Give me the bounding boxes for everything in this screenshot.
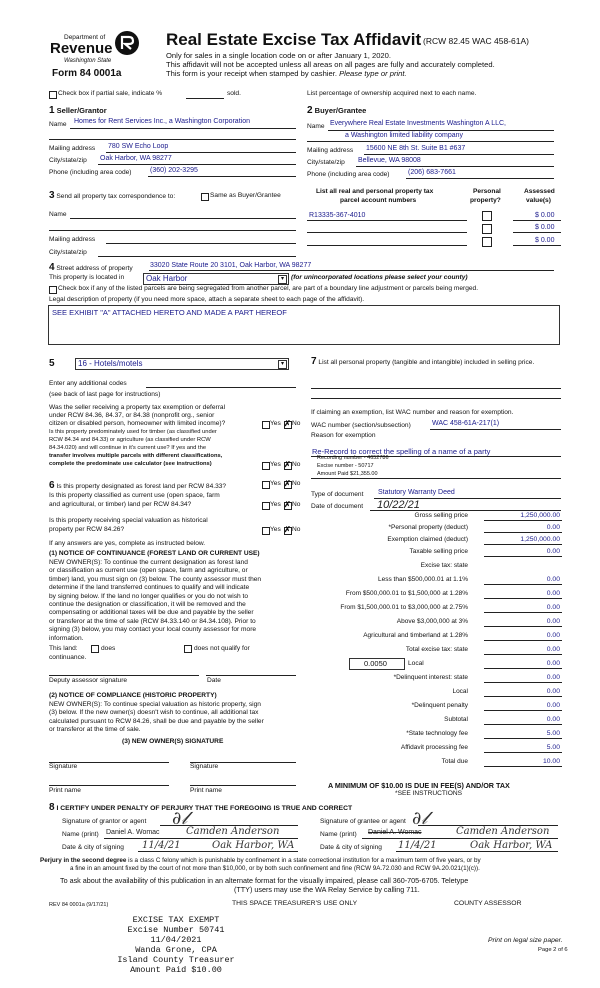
- grantee-date-label: Date & city of signing: [320, 844, 382, 851]
- section4-heading: [49, 262, 133, 273]
- minimum-due-note: A MINIMUM OF $10.00 IS DUE IN FEE(S) AND/OR TAX: [328, 781, 510, 790]
- notice2-line: or transferor at the time of sale.: [49, 726, 141, 734]
- see-instructions-note: *SEE INSTRUCTIONS: [395, 790, 463, 797]
- grantee-name-label: Name (print): [320, 831, 357, 838]
- wac-label: WAC number (section/subsection): [311, 422, 411, 429]
- notice1-line: NEW OWNER(S): To continue the current designation as forest land: [49, 559, 248, 566]
- notice2-body: [49, 701, 264, 735]
- subtitle-2: This affidavit will not be accepted unless all areas on all pages are fully and accurately completed.: [166, 60, 495, 69]
- timber-no-check-icon: ✗: [284, 460, 291, 469]
- forest-no-check-icon: ✗: [284, 479, 291, 488]
- notice1-body: [49, 559, 261, 643]
- seller-mail-line: [106, 152, 296, 153]
- parcel-col3-b: value(s): [526, 197, 551, 204]
- q-exemption-2: under RCW 84.36, 84.37, or 84.38 (nonprofit org., senior: [49, 412, 215, 419]
- tax-line-bracket3: [484, 612, 562, 613]
- reason-label: Reason for exemption: [311, 432, 376, 439]
- does-not-qualify-checkbox[interactable]: [184, 645, 192, 653]
- section7-num: 7: [311, 356, 317, 367]
- revenue-logo-text: Revenue: [50, 40, 113, 57]
- ownership-pct-label: List percentage of ownership acquired next to each name.: [307, 90, 477, 97]
- tax-label-agri: Agricultural and timberland at 1.28%: [363, 632, 468, 639]
- does-not-label: does not qualify for: [194, 645, 250, 652]
- buyer-name-1[interactable]: Everywhere Real Estate Investments Washington A LLC,: [330, 120, 506, 127]
- tax-label-bracket1: Less than $500,000.01 at 1.1%: [378, 576, 468, 583]
- parcel-col1-b: parcel account numbers: [340, 197, 417, 204]
- q-exemption-1: Was the seller receiving a property tax exemption or deferral: [49, 404, 226, 411]
- doc-type[interactable]: Statutory Warranty Deed: [378, 489, 455, 496]
- exemption-no-check-icon: ✗: [284, 419, 291, 428]
- notice1-line: timber) land, you must sign on (3) below. The county assessor must then: [49, 575, 262, 583]
- seller-heading: [49, 105, 107, 116]
- tax-label-excise-state: Excise tax: state: [420, 562, 468, 569]
- deputy-date-line: [206, 675, 296, 676]
- same-as-buyer-label: Same as Buyer/Grantee: [210, 192, 281, 199]
- personal-property-line-1: [311, 388, 561, 389]
- subtotal[interactable]: 0.00: [546, 716, 560, 723]
- forest-no-label: No: [292, 480, 301, 487]
- assessed-line-1: [513, 220, 561, 221]
- grantee-signature[interactable]: ∂𝓁: [412, 808, 428, 829]
- stamp-line: Wanda Grone, CPA: [135, 945, 217, 955]
- seller-num: 1: [49, 105, 55, 116]
- seller-name[interactable]: Homes for Rent Services Inc., a Washington Corporation: [74, 118, 250, 125]
- location-value: Oak Harbor: [146, 274, 188, 283]
- grantor-date-label: Date & city of signing: [62, 844, 124, 851]
- doc-date-label: Date of document: [311, 503, 364, 510]
- section6-q2a: Is this property classified as current use (open space, farm: [49, 492, 220, 499]
- treasurer-use-label: THIS SPACE TREASURER'S USE ONLY: [232, 900, 358, 907]
- legal-description: SEE EXHIBIT "A" ATTACHED HERETO AND MADE A PART HEREOF: [52, 308, 287, 317]
- historic-yes-label: Yes: [270, 526, 281, 533]
- partial-sale-line: [186, 98, 224, 99]
- seller-mail[interactable]: 780 SW Echo Loop: [108, 143, 169, 150]
- deputy-date-label: Date: [207, 677, 221, 684]
- doc-type-label: Type of document: [311, 491, 364, 498]
- seller-city-label: City/state/zip: [49, 157, 87, 164]
- perjury-bold: Perjury in the second degree: [40, 857, 127, 864]
- tax-line-exemption: [484, 544, 562, 545]
- q-timber-4: transfer involves multiple parcels with different classifications,: [49, 453, 223, 459]
- located-label: This property is located in: [49, 274, 125, 281]
- exemption-no-label: No: [292, 420, 301, 427]
- grantor-sig-label: Signature of grantor or agent: [62, 818, 147, 825]
- personal-property-checkbox-1[interactable]: [482, 211, 492, 221]
- notice3-title: (3) NEW OWNER(S) SIGNATURE: [122, 738, 224, 745]
- parcel-line-1: [307, 220, 467, 221]
- tax-bracket1[interactable]: 0.00: [546, 576, 560, 583]
- tax-bracket2[interactable]: 0.00: [546, 590, 560, 597]
- section3-heading: [49, 190, 175, 201]
- partial-sale-label: Check box if partial sale, indicate %: [58, 90, 163, 97]
- section6-num: 6: [49, 480, 55, 491]
- current-use-no-label: No: [292, 501, 301, 508]
- notice1-line: information.: [49, 634, 84, 642]
- section8-heading: [49, 802, 352, 813]
- grantee-name-2[interactable]: Camden Anderson: [456, 826, 550, 837]
- historic-yes-checkbox[interactable]: [262, 527, 270, 535]
- tax-label-delinq-state: *Delinquent interest: state: [393, 674, 468, 681]
- excise-exempt-stamp: [116, 915, 236, 975]
- gross-selling-price[interactable]: 1,250,000.00: [520, 512, 560, 519]
- tax-label-total-due: Total due: [441, 758, 468, 765]
- buyer-mail-label: Mailing address: [307, 147, 354, 154]
- forest-yes-checkbox[interactable]: [262, 481, 270, 489]
- current-use-yes-label: Yes: [270, 501, 281, 508]
- owner-print-label-1: Print name: [49, 787, 81, 794]
- section3-city-line: [98, 256, 296, 257]
- parcel-col2-a: Personal: [473, 188, 501, 195]
- local-label: Local: [408, 660, 424, 667]
- q-timber-2: RCW 84.34 and 84.33) or agriculture (as classified under RCW: [49, 437, 211, 443]
- doc-date[interactable]: 10/22/21: [377, 499, 420, 511]
- tax-label-penalty: *Delinquent penalty: [411, 702, 468, 709]
- q-timber-3: [49, 445, 206, 451]
- notice1-line: by signing below. If the land no longer qualifies or you do not wish to: [49, 592, 249, 600]
- seller-title: Seller/Grantor: [56, 106, 107, 115]
- subtitle-3: [166, 69, 407, 78]
- section3-num: 3: [49, 190, 55, 201]
- section3-label: Send all property tax correspondence to:: [56, 193, 176, 200]
- tax-line-penalty: [484, 710, 562, 711]
- buyer-phone[interactable]: (206) 683-7661: [408, 169, 456, 176]
- notice1-line: determine if the land transferred continues to qualify and will indicate: [49, 584, 250, 592]
- grantee-date[interactable]: 11/4/21: [398, 840, 437, 851]
- legal-description-box[interactable]: [48, 305, 560, 345]
- notice1-line: or classification as current use (open space, farm and agriculture, or: [49, 567, 248, 575]
- tax-label-processing: Affidavit processing fee: [400, 744, 468, 751]
- notice2-line: NEW OWNER(S): To continue special valuation as historic property, sign: [49, 701, 261, 708]
- buyer-name-line2: [307, 141, 554, 142]
- total-due[interactable]: 10.00: [542, 758, 560, 765]
- affidavit-processing-fee[interactable]: 5.00: [546, 744, 560, 751]
- notice1-line: signing (3) below, you may contact your local county assessor for more: [49, 626, 257, 634]
- owner-print-line-2: [190, 785, 296, 786]
- section3-name-line2: [49, 230, 296, 231]
- state-technology-fee[interactable]: 5.00: [546, 730, 560, 737]
- tax-line-bracket1: [484, 584, 562, 585]
- grantor-city[interactable]: Oak Harbor, WA: [212, 840, 295, 851]
- current-use-yes-checkbox[interactable]: [262, 502, 270, 510]
- seller-city-line: [98, 164, 296, 165]
- assessed-value-2[interactable]: $ 0.00: [535, 224, 555, 231]
- tax-line-gross: [484, 520, 562, 521]
- tax-label-bracket4: Above $3,000,000 at 3%: [396, 618, 468, 625]
- section6-q3b: property per RCW 84.26?: [49, 526, 125, 533]
- tax-line-delinq-state: [484, 682, 562, 683]
- if-yes-note: If any answers are yes, complete as instructed below.: [49, 540, 206, 547]
- tax-line-delinq-local: [484, 696, 562, 697]
- county-assessor-label: COUNTY ASSESSOR: [454, 900, 522, 907]
- buyer-name-line: [328, 130, 554, 131]
- seller-phone-label: Phone (including area code): [49, 169, 132, 176]
- subtitle-3-italic: Please type or print.: [339, 69, 407, 78]
- this-land-label: This land:: [49, 645, 78, 652]
- tax-line-personal: [484, 532, 562, 533]
- stamp-line: Island County Treasurer: [117, 955, 235, 965]
- seller-name-line2: [49, 139, 296, 140]
- seller-phone[interactable]: (360) 202-3295: [150, 167, 198, 174]
- same-as-buyer-checkbox[interactable]: [201, 193, 209, 201]
- grantee-date-line: [396, 851, 558, 852]
- perjury-text-1: is a class C felony which is punishable by confinement in a state correctional institution for a maximum term of five years, or by: [126, 857, 481, 864]
- current-use-no-check-icon: ✗: [284, 500, 291, 509]
- revision-label: REV 84 0001a (9/17/21): [49, 902, 109, 908]
- land-use-select[interactable]: [75, 358, 289, 370]
- historic-no-label: No: [292, 526, 301, 533]
- tax-line-bracket4: [484, 626, 562, 627]
- assessed-value-3[interactable]: $ 0.00: [535, 237, 555, 244]
- owner-print-label-2: Print name: [190, 787, 222, 794]
- grantor-date-line: [138, 851, 298, 852]
- personal-property-deduct[interactable]: 0.00: [546, 524, 560, 531]
- forest-yes-label: Yes: [270, 480, 281, 487]
- tax-line-total-state: [484, 654, 562, 655]
- perjury-line-2: a fine in an amount fixed by the court of not more than $10,000, or by both such confinement and fine (RCW 9A.72.030 and RCW 9A.20.021(1)(c)).: [70, 865, 480, 872]
- wac-number[interactable]: WAC 458-61A-217(1): [432, 420, 500, 427]
- assessed-line-2: [513, 232, 561, 233]
- section4-label: Street address of property: [56, 265, 133, 272]
- tax-agricultural[interactable]: 0.00: [546, 632, 560, 639]
- partial-sale-sold: sold.: [227, 90, 241, 97]
- notice2-line: (3) below. If the new owner(s) doesn't wish to continue, all additional tax: [49, 709, 259, 717]
- q-timber-3-text: 84.34.020) and will continue in it's current use? If yes and the: [49, 445, 207, 451]
- legal-size-note: Print on legal size paper.: [488, 937, 563, 944]
- tax-line-bracket2: [484, 598, 562, 599]
- exemption-claimed[interactable]: 1,250,000.00: [520, 536, 560, 543]
- legal-desc-label: Legal description of property (if you need more space, attach a separate sheet to each page of the affidavit).: [49, 296, 365, 303]
- section6-q1: [49, 480, 226, 491]
- grantee-city[interactable]: Oak Harbor, WA: [470, 840, 553, 851]
- section3-mail-line: [106, 243, 296, 244]
- rcw-reference: (RCW 82.45 WAC 458-61A): [423, 36, 529, 46]
- notice1-line: or transferor at the time of sale (RCW 84.33.140 or 84.34.108). Prior to: [49, 617, 256, 625]
- subtitle-1: Only for sales in a single location code on or after January 1, 2020.: [166, 51, 391, 60]
- alt-format-1: To ask about the availability of this publication in an alternate format for the visually impaired, please call 360-705-6705. Teletype: [60, 876, 469, 885]
- see-back-label: (see back of last page for instructions): [49, 391, 161, 398]
- assessed-line-3: [513, 245, 561, 246]
- land-use-value: 16 - Hotels/motels: [78, 359, 143, 368]
- seller-name-label: Name: [49, 121, 67, 128]
- certify-text: I CERTIFY UNDER PENALTY OF PERJURY THAT THE FOREGOING IS TRUE AND CORRECT: [56, 805, 353, 812]
- notice1-line: continue the designation or classification, it will be removed and the: [49, 601, 246, 609]
- buyer-phone-line: [406, 178, 554, 179]
- tax-label-exemption: Exemption claimed (deduct): [387, 536, 468, 543]
- tax-label-gross: Gross selling price: [414, 512, 468, 519]
- section6-q3a: Is this property receiving special valuation as historical: [49, 517, 208, 524]
- delinquent-interest-state[interactable]: 0.00: [546, 674, 560, 681]
- timber-yes-checkbox[interactable]: [262, 462, 270, 470]
- chevron-down-icon: ▾: [278, 360, 287, 369]
- owner-print-line-1: [49, 785, 169, 786]
- exemption-claim-label: If claiming an exemption, list WAC number and reason for exemption.: [311, 409, 514, 416]
- buyer-title: Buyer/Grantee: [314, 106, 367, 115]
- revenue-logo-icon: [114, 30, 140, 56]
- dept-line1: Department of: [64, 34, 106, 41]
- seller-name-line: [70, 128, 296, 129]
- partial-sale-checkbox[interactable]: [49, 91, 57, 99]
- section7-heading: [311, 358, 561, 368]
- amount-paid-stamp: Amount Paid $21,355.00: [317, 471, 378, 477]
- notice2-line: calculated pursuant to RCW 84.26, shall be due and payable by the seller: [49, 717, 264, 725]
- stamp-line: Amount Paid $10.00: [130, 965, 222, 975]
- taxable-selling-price[interactable]: 0.00: [546, 548, 560, 555]
- tax-label-subtotal: Subtotal: [444, 716, 468, 723]
- unincorporated-note: (for unincorporated locations please select your county): [291, 274, 468, 281]
- parcel-number-1[interactable]: R13335-367-4010: [309, 212, 366, 219]
- grantor-name-line: [104, 838, 298, 839]
- stamp-line: 11/04/2021: [150, 935, 202, 945]
- property-address-line: [149, 270, 554, 271]
- tax-line-taxable: [484, 556, 562, 557]
- seller-phone-line: [148, 176, 296, 177]
- subtitle-3-text: This form is your receipt when stamped by cashier.: [166, 69, 337, 78]
- notice2-title: (2) NOTICE OF COMPLIANCE (HISTORIC PROPERTY): [49, 692, 217, 699]
- does-qualify-checkbox[interactable]: [91, 645, 99, 653]
- property-address[interactable]: 33020 State Route 20 3101, Oak Harbor, WA 98277: [150, 262, 312, 269]
- section3-name-label: Name: [49, 211, 67, 218]
- tax-line-agri: [484, 640, 562, 641]
- section3-mail-label: Mailing address: [49, 236, 96, 243]
- segregated-checkbox[interactable]: [49, 286, 57, 294]
- section8-num: 8: [49, 802, 55, 813]
- delinquent-interest-local[interactable]: 0.00: [546, 688, 560, 695]
- exemption-reason[interactable]: Re-Record to correct the spelling of a name of a party: [312, 447, 491, 456]
- buyer-num: 2: [307, 105, 313, 116]
- personal-property-checkbox-3[interactable]: [482, 237, 492, 247]
- total-excise-state[interactable]: 0.00: [546, 646, 560, 653]
- buyer-name-label: Name: [307, 123, 325, 130]
- personal-property-checkbox-2[interactable]: [482, 224, 492, 234]
- tax-label-total-state: Total excise tax: state: [405, 646, 468, 653]
- recording-number: Recording number - 4652786: [317, 455, 389, 461]
- assessed-value-1[interactable]: $ 0.00: [535, 212, 555, 219]
- parcel-col1-a: List all real and personal property tax: [316, 188, 434, 195]
- section7-label: List all personal property (tangible and intangible) included in selling price.: [318, 359, 535, 366]
- section6-q1-text: Is this property designated as forest land per RCW 84.33?: [56, 483, 227, 490]
- dept-state: Washington State: [64, 58, 112, 64]
- buyer-city[interactable]: Bellevue, WA 98008: [358, 157, 421, 164]
- exemption-yes-checkbox[interactable]: [262, 421, 270, 429]
- segregated-label: Check box if any of the listed parcels are being segregated from another parcel, are part of a boundary line adjustment or parcels being merged.: [58, 285, 479, 292]
- tax-bracket3[interactable]: 0.00: [546, 604, 560, 611]
- stamp-line: Excise Number 50741: [127, 925, 225, 935]
- tax-line-total-due: [484, 766, 562, 767]
- buyer-mail-line: [364, 154, 554, 155]
- buyer-mail[interactable]: 15600 NE 8th St. Suite B1 #637: [366, 145, 466, 152]
- personal-property-line-2: [311, 398, 561, 399]
- parcel-line-3: [307, 245, 467, 246]
- additional-codes-label: Enter any additional codes: [49, 380, 127, 387]
- grantor-date[interactable]: 11/4/21: [142, 840, 181, 851]
- tax-label-bracket3: From $1,500,000.01 to $3,000,000 at 2.75%: [340, 604, 468, 611]
- wac-line: [430, 429, 561, 430]
- reason-line-2: [311, 478, 561, 479]
- timber-no-label: No: [292, 461, 301, 468]
- buyer-heading: [307, 105, 366, 116]
- section3-name-line: [70, 218, 296, 219]
- q-exemption-3: citizen or disabled person, homeowner with limited income)?: [49, 420, 226, 427]
- perjury-line-1: [40, 857, 481, 864]
- local-rate-box[interactable]: [349, 658, 405, 670]
- grantee-sig-label: Signature of grantee or agent: [320, 818, 406, 825]
- page-number: Page 2 of 6: [538, 947, 568, 953]
- tax-table: [300, 512, 562, 772]
- tax-line-subtotal: [484, 724, 562, 725]
- grantor-name-label: Name (print): [62, 831, 99, 838]
- grantee-name-line: [362, 838, 558, 839]
- parcel-line-2: [307, 232, 467, 233]
- section5-num: 5: [49, 358, 55, 369]
- seller-city[interactable]: Oak Harbor, WA 98277: [100, 155, 172, 162]
- buyer-city-label: City/state/zip: [307, 159, 345, 166]
- owner-sig-label-1: Signature: [49, 763, 78, 770]
- buyer-phone-label: Phone (including area code): [307, 171, 390, 178]
- tax-label-personal: *Personal property (deduct): [388, 524, 468, 531]
- form-title: Real Estate Excise Tax Affidavit: [166, 30, 422, 49]
- grantor-name-1[interactable]: Daniel A. Womac: [106, 829, 160, 836]
- local-tax[interactable]: 0.00: [546, 660, 560, 667]
- tax-line-tech: [484, 738, 562, 739]
- notice1-line: compensating or additional taxes will be due and payable by the seller: [49, 609, 254, 617]
- section6-q2b: and agricultural, or timber) land per RCW 84.34?: [49, 501, 192, 508]
- seller-mail-label: Mailing address: [49, 145, 96, 152]
- additional-codes-line: [146, 387, 296, 388]
- owner-sig-label-2: Signature: [190, 763, 219, 770]
- historic-no-check-icon: ✗: [284, 525, 291, 534]
- notice1-title: (1) NOTICE OF CONTINUANCE (FOREST LAND OR CURRENT USE): [49, 550, 260, 557]
- tax-label-delinq-local: Local: [452, 688, 468, 695]
- buyer-name-2[interactable]: a Washington limited liability company: [345, 132, 464, 139]
- tax-line-processing: [484, 752, 562, 753]
- timber-yes-label: Yes: [270, 461, 281, 468]
- parcel-col3-a: Assessed: [524, 188, 555, 195]
- continuance-label: continuance.: [49, 654, 87, 661]
- q-timber-1: Is this property predominately used for timber (as classified under: [49, 429, 217, 435]
- tax-bracket4[interactable]: 0.00: [546, 618, 560, 625]
- tax-label-bracket2: From $500,000.01 to $1,500,000 at 1.28%: [345, 590, 468, 597]
- form-number: Form 84 0001a: [52, 68, 122, 79]
- parcel-col2-b: property?: [470, 197, 501, 204]
- section4-num: 4: [49, 262, 55, 273]
- grantor-name-2[interactable]: Camden Anderson: [186, 826, 280, 837]
- tax-line-local: [484, 668, 562, 669]
- chevron-down-icon: ▾: [278, 275, 287, 284]
- location-select[interactable]: [143, 273, 289, 285]
- alt-format-2: (TTY) users may use the WA Relay Service by calling 711.: [234, 885, 420, 894]
- section3-city-label: City/state/zip: [49, 249, 87, 256]
- stamp-line: EXCISE TAX EXEMPT: [132, 915, 220, 925]
- delinquent-penalty[interactable]: 0.00: [546, 702, 560, 709]
- local-rate: 0.0050: [364, 659, 387, 668]
- tax-label-taxable: Taxable selling price: [409, 548, 468, 555]
- buyer-city-line: [356, 166, 554, 167]
- grantor-signature[interactable]: ∂𝓁: [172, 808, 188, 829]
- q-timber-5: complete the predominate use calculator (see instructions): [49, 461, 212, 467]
- deputy-sig-line: [49, 675, 199, 676]
- exemption-yes-label: Yes: [270, 420, 281, 427]
- tax-label-tech: *State technology fee: [406, 730, 468, 737]
- grantee-name-1[interactable]: Daniel A. Womac: [368, 829, 422, 836]
- does-label: does: [101, 645, 116, 652]
- excise-number: Excise number - 50717: [317, 463, 374, 469]
- deputy-sig-label: Deputy assessor signature: [49, 677, 128, 684]
